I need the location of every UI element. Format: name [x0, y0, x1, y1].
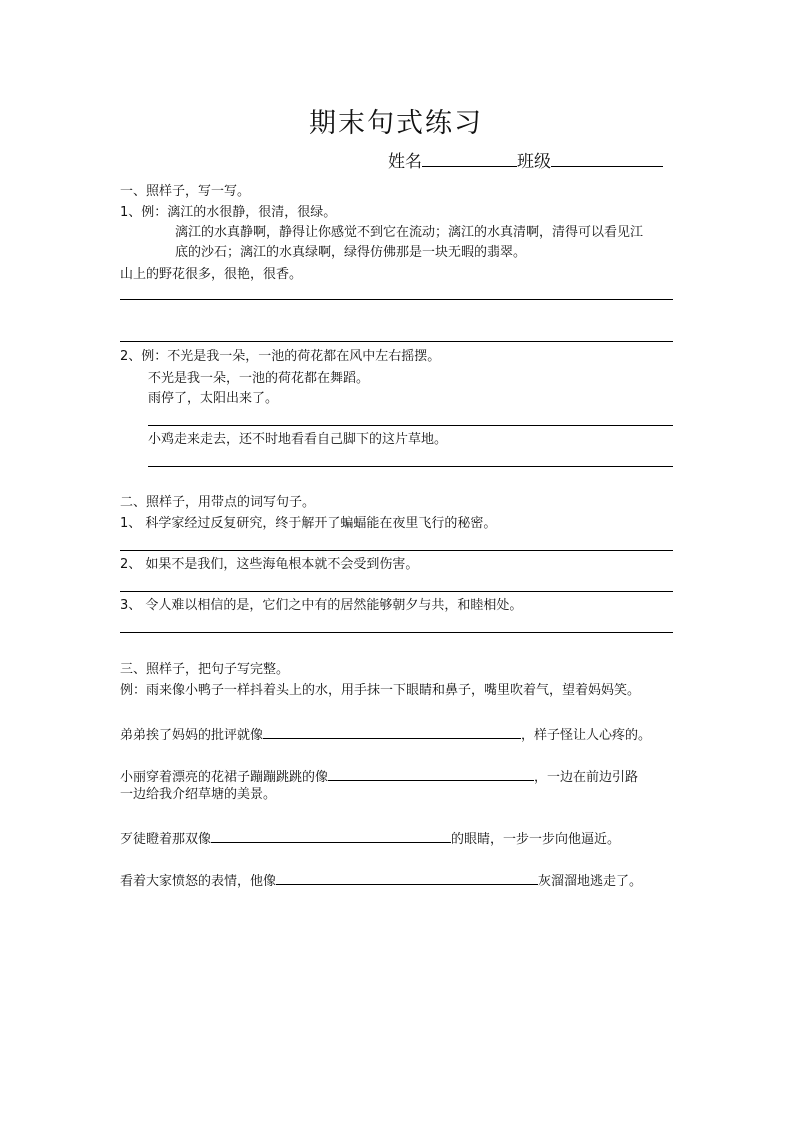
class-label: 班级 — [517, 152, 551, 172]
q2-example: 2、例：不光是我一朵，一池的荷花都在风中左右摇摆。 — [120, 349, 441, 364]
section1-heading: 一、照样子，写一写。 — [120, 184, 251, 199]
fill-blank[interactable] — [211, 827, 451, 843]
s3-sentence-4 — [120, 869, 642, 891]
answer-line[interactable] — [120, 341, 673, 342]
class-field[interactable] — [551, 151, 663, 167]
s3-s1-post: ，样子怪让人心疼的。 — [521, 728, 652, 743]
q1-example: 1、例：漓江的水很静，很清，很绿。 — [120, 205, 337, 220]
s3-s4-post: 灰溜溜地逃走了。 — [538, 874, 643, 889]
page-title: 期末句式练习 — [309, 108, 483, 139]
q1-model-line1: 漓江的水真静啊，静得让你感觉不到它在流动；漓江的水真清啊，清得可以看见江 — [175, 225, 644, 240]
s3-s4-pre: 看着大家愤怒的表情，他像 — [120, 874, 277, 889]
answer-line[interactable] — [148, 425, 673, 426]
s3-s2-line2: 一边给我介绍草塘的美景。 — [120, 787, 277, 802]
answer-line[interactable] — [120, 550, 673, 551]
fill-blank[interactable] — [328, 765, 534, 781]
s3-s3-pre: 歹徒瞪着那双像 — [120, 832, 212, 847]
answer-line[interactable] — [120, 299, 673, 300]
name-class-row — [388, 147, 663, 172]
answer-line[interactable] — [120, 591, 673, 592]
name-field[interactable] — [422, 151, 517, 167]
answer-line[interactable] — [148, 466, 673, 467]
s2-item-1: 1、 科学家经过反复研究，终于解开了蝙蝠能在夜里飞行的秘密。 — [120, 516, 497, 531]
s3-sentence-3 — [120, 827, 620, 849]
name-label: 姓名 — [388, 152, 422, 172]
section3-heading: 三、照样子，把句子写完整。 — [120, 662, 290, 677]
s2-item-2: 2、 如果不是我们，这些海龟根本就不会受到伤害。 — [120, 557, 419, 572]
s3-sentence-1 — [120, 723, 651, 745]
s3-sentence-2 — [120, 765, 638, 787]
s3-s2-pre: 小丽穿着漂亮的花裙子蹦蹦跳跳的像 — [120, 770, 329, 785]
s3-s3-post: 的眼睛，一步一步向他逼近。 — [451, 832, 621, 847]
fill-blank[interactable] — [263, 723, 521, 739]
section2-heading: 二、照样子，用带点的词写句子。 — [120, 495, 316, 510]
q1-prompt: 山上的野花很多，很艳，很香。 — [120, 267, 303, 282]
q1-model-line2: 底的沙石；漓江的水真绿啊，绿得仿佛那是一块无暇的翡翠。 — [175, 245, 527, 260]
fill-blank[interactable] — [276, 869, 538, 885]
s3-s1-pre: 弟弟挨了妈妈的批评就像 — [120, 728, 264, 743]
s3-s2-post: ，一边在前边引路 — [534, 770, 639, 785]
q2-prompt2: 小鸡走来走去，还不时地看看自己脚下的这片草地。 — [148, 432, 448, 447]
s2-item-3: 3、 令人难以相信的是，它们之中有的居然能够朝夕与共，和睦相处。 — [120, 598, 523, 613]
q2-model: 不光是我一朵，一池的荷花都在舞蹈。 — [148, 371, 370, 386]
s3-example: 例：雨来像小鸭子一样抖着头上的水，用手抹一下眼睛和鼻子，嘴里吹着气，望着妈妈笑。 — [120, 683, 641, 698]
q2-prompt1: 雨停了，太阳出来了。 — [148, 391, 279, 406]
answer-line[interactable] — [120, 632, 673, 633]
